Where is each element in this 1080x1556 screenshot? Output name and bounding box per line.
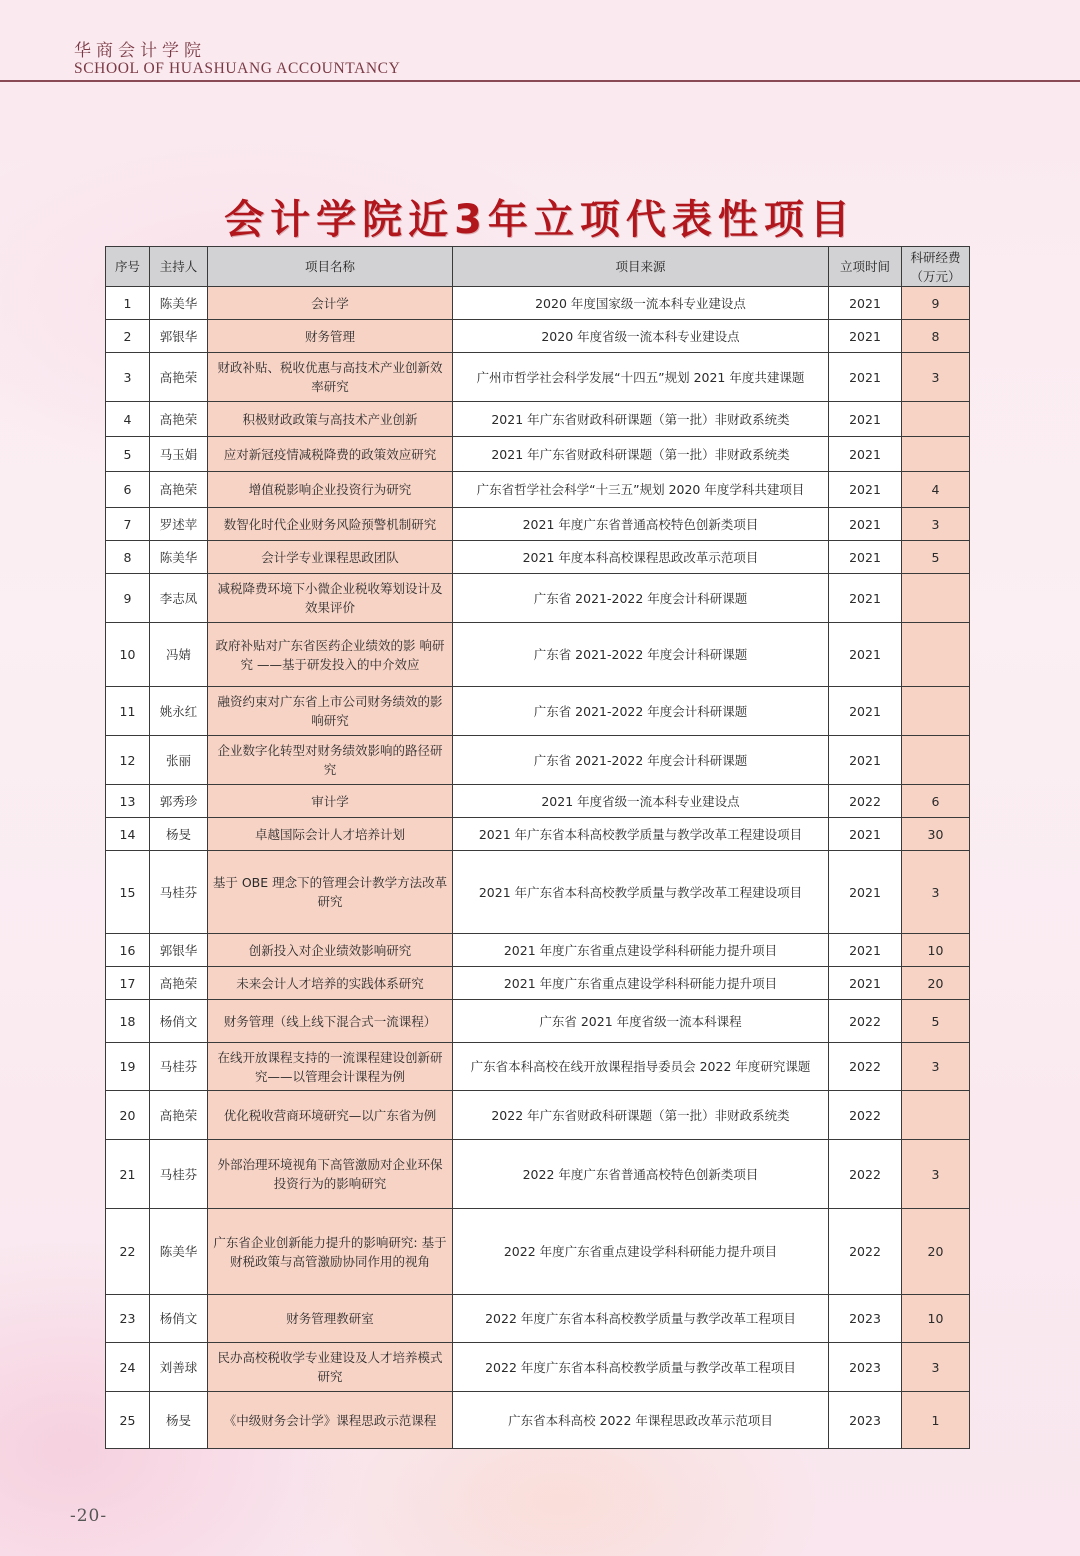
cell-project-source: 广东省本科高校在线开放课程指导委员会 2022 年度研究课题 bbox=[453, 1043, 829, 1091]
table-row bbox=[106, 1140, 970, 1209]
cell-funding: 3 bbox=[902, 353, 970, 402]
cell-funding: 10 bbox=[902, 1295, 970, 1343]
cell-year: 2021 bbox=[829, 736, 902, 785]
cell-project-source: 2020 年度省级一流本科专业建设点 bbox=[453, 320, 829, 353]
cell-funding: 4 bbox=[902, 472, 970, 508]
funding-header-line1: 科研经费 bbox=[910, 249, 961, 265]
cell-year: 2021 bbox=[829, 687, 902, 736]
cell-index: 6 bbox=[106, 472, 150, 508]
cell-project-name: 财务管理 bbox=[208, 320, 453, 353]
cell-project-source: 2022 年度广东省重点建设学科科研能力提升项目 bbox=[453, 1209, 829, 1295]
cell-project-source: 2021 年度本科高校课程思政改革示范项目 bbox=[453, 541, 829, 574]
cell-project-source: 2022 年度广东省本科高校教学质量与教学改革工程项目 bbox=[453, 1295, 829, 1343]
table-row bbox=[106, 1209, 970, 1295]
cell-year: 2021 bbox=[829, 574, 902, 623]
table-row bbox=[106, 287, 970, 320]
cell-project-source: 广东省 2021-2022 年度会计科研课题 bbox=[453, 574, 829, 623]
cell-host: 姚永红 bbox=[150, 687, 208, 736]
cell-host: 马玉娟 bbox=[150, 437, 208, 472]
cell-index: 14 bbox=[106, 818, 150, 851]
table-row bbox=[106, 687, 970, 736]
cell-year: 2021 bbox=[829, 353, 902, 402]
cell-project-name: 广东省企业创新能力提升的影响研究: 基于财税政策与高管激励协同作用的视角 bbox=[208, 1209, 453, 1295]
cell-host: 李志凤 bbox=[150, 574, 208, 623]
cell-project-source: 广东省哲学社会科学“十三五”规划 2020 年度学科共建项目 bbox=[453, 472, 829, 508]
cell-funding bbox=[902, 402, 970, 437]
cell-index: 7 bbox=[106, 508, 150, 541]
cell-host: 冯婧 bbox=[150, 623, 208, 687]
cell-project-source: 广东省本科高校 2022 年课程思政改革示范项目 bbox=[453, 1392, 829, 1449]
cell-index: 3 bbox=[106, 353, 150, 402]
column-header-index: 序号 bbox=[106, 247, 150, 287]
cell-index: 19 bbox=[106, 1043, 150, 1091]
cell-funding bbox=[902, 574, 970, 623]
cell-index: 15 bbox=[106, 851, 150, 934]
cell-project-name: 增值税影响企业投资行为研究 bbox=[208, 472, 453, 508]
cell-project-source: 2021 年度广东省普通高校特色创新类项目 bbox=[453, 508, 829, 541]
cell-funding: 9 bbox=[902, 287, 970, 320]
cell-funding: 3 bbox=[902, 1140, 970, 1209]
table-row bbox=[106, 353, 970, 402]
cell-project-name: 民办高校税收学专业建设及人才培养模式研究 bbox=[208, 1343, 453, 1392]
cell-project-source: 广东省 2021-2022 年度会计科研课题 bbox=[453, 687, 829, 736]
cell-host: 马桂芬 bbox=[150, 1043, 208, 1091]
cell-project-source: 2021 年广东省财政科研课题（第一批）非财政系统类 bbox=[453, 402, 829, 437]
cell-funding bbox=[902, 736, 970, 785]
cell-project-name: 政府补贴对广东省医药企业绩效的影 响研究 ——基于研发投入的中介效应 bbox=[208, 623, 453, 687]
cell-index: 24 bbox=[106, 1343, 150, 1392]
cell-funding bbox=[902, 437, 970, 472]
table-body bbox=[106, 287, 970, 1449]
cell-host: 杨俏文 bbox=[150, 1000, 208, 1043]
table-row bbox=[106, 1000, 970, 1043]
column-header-project-source: 项目来源 bbox=[453, 247, 829, 287]
cell-project-name: 优化税收营商环境研究—以广东省为例 bbox=[208, 1091, 453, 1140]
cell-project-name: 基于 OBE 理念下的管理会计教学方法改革研究 bbox=[208, 851, 453, 934]
column-header-host: 主持人 bbox=[150, 247, 208, 287]
table-row bbox=[106, 541, 970, 574]
cell-host: 高艳荣 bbox=[150, 353, 208, 402]
cell-year: 2023 bbox=[829, 1343, 902, 1392]
cell-host: 高艳荣 bbox=[150, 967, 208, 1000]
cell-host: 杨俏文 bbox=[150, 1295, 208, 1343]
cell-project-source: 广东省 2021-2022 年度会计科研课题 bbox=[453, 623, 829, 687]
cell-project-source: 广州市哲学社会科学发展“十四五”规划 2021 年度共建课题 bbox=[453, 353, 829, 402]
cell-year: 2022 bbox=[829, 1000, 902, 1043]
cell-index: 8 bbox=[106, 541, 150, 574]
cell-project-name: 积极财政政策与高技术产业创新 bbox=[208, 402, 453, 437]
cell-year: 2021 bbox=[829, 508, 902, 541]
cell-year: 2021 bbox=[829, 472, 902, 508]
table-row bbox=[106, 1091, 970, 1140]
cell-project-name: 卓越国际会计人才培养计划 bbox=[208, 818, 453, 851]
cell-project-source: 广东省 2021-2022 年度会计科研课题 bbox=[453, 736, 829, 785]
cell-host: 高艳荣 bbox=[150, 402, 208, 437]
cell-funding bbox=[902, 1091, 970, 1140]
page-title: 会计学院近3年立项代表性项目 bbox=[224, 197, 856, 243]
cell-funding: 30 bbox=[902, 818, 970, 851]
cell-funding: 20 bbox=[902, 967, 970, 1000]
table-row bbox=[106, 623, 970, 687]
cell-host: 杨旻 bbox=[150, 1392, 208, 1449]
cell-host: 罗述苹 bbox=[150, 508, 208, 541]
cell-project-name: 减税降费环境下小微企业税收筹划设计及效果评价 bbox=[208, 574, 453, 623]
cell-year: 2021 bbox=[829, 934, 902, 967]
cell-year: 2023 bbox=[829, 1392, 902, 1449]
cell-funding: 3 bbox=[902, 1043, 970, 1091]
cell-project-name: 会计学专业课程思政团队 bbox=[208, 541, 453, 574]
cell-index: 16 bbox=[106, 934, 150, 967]
cell-index: 25 bbox=[106, 1392, 150, 1449]
school-name-cn: 华商会计学院 bbox=[74, 41, 206, 61]
cell-year: 2021 bbox=[829, 623, 902, 687]
cell-project-name: 会计学 bbox=[208, 287, 453, 320]
cell-funding: 3 bbox=[902, 508, 970, 541]
cell-funding bbox=[902, 623, 970, 687]
cell-project-name: 财务管理（线上线下混合式一流课程） bbox=[208, 1000, 453, 1043]
table-header-row bbox=[106, 247, 970, 287]
cell-host: 马桂芬 bbox=[150, 851, 208, 934]
cell-index: 5 bbox=[106, 437, 150, 472]
cell-host: 刘善球 bbox=[150, 1343, 208, 1392]
cell-index: 2 bbox=[106, 320, 150, 353]
cell-project-name: 企业数字化转型对财务绩效影响的路径研究 bbox=[208, 736, 453, 785]
table-row bbox=[106, 437, 970, 472]
cell-year: 2021 bbox=[829, 320, 902, 353]
cell-year: 2021 bbox=[829, 967, 902, 1000]
cell-index: 21 bbox=[106, 1140, 150, 1209]
cell-host: 郭秀珍 bbox=[150, 785, 208, 818]
table-row bbox=[106, 574, 970, 623]
cell-index: 9 bbox=[106, 574, 150, 623]
cell-host: 杨旻 bbox=[150, 818, 208, 851]
cell-project-name: 融资约束对广东省上市公司财务绩效的影响研究 bbox=[208, 687, 453, 736]
cell-project-name: 数智化时代企业财务风险预警机制研究 bbox=[208, 508, 453, 541]
cell-funding: 1 bbox=[902, 1392, 970, 1449]
cell-funding: 8 bbox=[902, 320, 970, 353]
cell-year: 2022 bbox=[829, 1209, 902, 1295]
cell-host: 陈美华 bbox=[150, 1209, 208, 1295]
cell-index: 23 bbox=[106, 1295, 150, 1343]
cell-year: 2022 bbox=[829, 1043, 902, 1091]
cell-host: 高艳荣 bbox=[150, 472, 208, 508]
table-row bbox=[106, 736, 970, 785]
cell-project-source: 2021 年度广东省重点建设学科科研能力提升项目 bbox=[453, 967, 829, 1000]
cell-funding bbox=[902, 687, 970, 736]
table-row bbox=[106, 851, 970, 934]
table-row bbox=[106, 508, 970, 541]
cell-host: 陈美华 bbox=[150, 541, 208, 574]
cell-project-source: 2022 年度广东省普通高校特色创新类项目 bbox=[453, 1140, 829, 1209]
cell-funding: 20 bbox=[902, 1209, 970, 1295]
cell-index: 1 bbox=[106, 287, 150, 320]
table-row bbox=[106, 934, 970, 967]
cell-year: 2021 bbox=[829, 402, 902, 437]
header-divider bbox=[0, 80, 1080, 82]
cell-year: 2021 bbox=[829, 437, 902, 472]
cell-project-source: 广东省 2021 年度省级一流本科课程 bbox=[453, 1000, 829, 1043]
school-name-en: SCHOOL OF HUASHUANG ACCOUNTANCY bbox=[74, 60, 401, 77]
cell-host: 郭银华 bbox=[150, 934, 208, 967]
cell-project-source: 2022 年度广东省本科高校教学质量与教学改革工程项目 bbox=[453, 1343, 829, 1392]
cell-project-name: 财政补贴、税收优惠与高技术产业创新效率研究 bbox=[208, 353, 453, 402]
cell-funding: 5 bbox=[902, 1000, 970, 1043]
cell-year: 2021 bbox=[829, 541, 902, 574]
cell-funding: 3 bbox=[902, 851, 970, 934]
cell-index: 11 bbox=[106, 687, 150, 736]
cell-index: 10 bbox=[106, 623, 150, 687]
cell-project-name: 审计学 bbox=[208, 785, 453, 818]
cell-project-source: 2022 年广东省财政科研课题（第一批）非财政系统类 bbox=[453, 1091, 829, 1140]
cell-index: 17 bbox=[106, 967, 150, 1000]
cell-project-name: 未来会计人才培养的实践体系研究 bbox=[208, 967, 453, 1000]
cell-index: 12 bbox=[106, 736, 150, 785]
table-row bbox=[106, 472, 970, 508]
cell-project-source: 2021 年广东省本科高校教学质量与教学改革工程建设项目 bbox=[453, 851, 829, 934]
column-header-year: 立项时间 bbox=[829, 247, 902, 287]
table-row bbox=[106, 1392, 970, 1449]
projects-table bbox=[105, 246, 970, 1449]
table-row bbox=[106, 1343, 970, 1392]
cell-funding: 10 bbox=[902, 934, 970, 967]
cell-year: 2023 bbox=[829, 1295, 902, 1343]
cell-funding: 6 bbox=[902, 785, 970, 818]
cell-index: 13 bbox=[106, 785, 150, 818]
cell-year: 2022 bbox=[829, 1140, 902, 1209]
cell-project-source: 2021 年度广东省重点建设学科科研能力提升项目 bbox=[453, 934, 829, 967]
table-row bbox=[106, 967, 970, 1000]
cell-project-name: 《中级财务会计学》课程思政示范课程 bbox=[208, 1392, 453, 1449]
cell-project-source: 2020 年度国家级一流本科专业建设点 bbox=[453, 287, 829, 320]
page-number: -20- bbox=[70, 1506, 108, 1526]
cell-project-name: 在线开放课程支持的一流课程建设创新研究——以管理会计课程为例 bbox=[208, 1043, 453, 1091]
cell-host: 陈美华 bbox=[150, 287, 208, 320]
table-row bbox=[106, 320, 970, 353]
cell-project-name: 应对新冠疫情减税降费的政策效应研究 bbox=[208, 437, 453, 472]
table-row bbox=[106, 1043, 970, 1091]
cell-project-source: 2021 年广东省财政科研课题（第一批）非财政系统类 bbox=[453, 437, 829, 472]
cell-year: 2022 bbox=[829, 785, 902, 818]
cell-funding: 3 bbox=[902, 1343, 970, 1392]
table-row bbox=[106, 1295, 970, 1343]
cell-index: 18 bbox=[106, 1000, 150, 1043]
cell-year: 2022 bbox=[829, 1091, 902, 1140]
cell-year: 2021 bbox=[829, 818, 902, 851]
cell-host: 高艳荣 bbox=[150, 1091, 208, 1140]
cell-host: 郭银华 bbox=[150, 320, 208, 353]
cell-project-source: 2021 年度省级一流本科专业建设点 bbox=[453, 785, 829, 818]
cell-project-name: 创新投入对企业绩效影响研究 bbox=[208, 934, 453, 967]
cell-index: 20 bbox=[106, 1091, 150, 1140]
cell-year: 2021 bbox=[829, 287, 902, 320]
cell-index: 22 bbox=[106, 1209, 150, 1295]
cell-host: 张丽 bbox=[150, 736, 208, 785]
column-header-project-name: 项目名称 bbox=[208, 247, 453, 287]
cell-project-name: 财务管理教研室 bbox=[208, 1295, 453, 1343]
table-row bbox=[106, 785, 970, 818]
cell-project-source: 2021 年广东省本科高校教学质量与教学改革工程建设项目 bbox=[453, 818, 829, 851]
table-row bbox=[106, 818, 970, 851]
cell-year: 2021 bbox=[829, 851, 902, 934]
table-row bbox=[106, 402, 970, 437]
cell-project-name: 外部治理环境视角下高管激励对企业环保投资行为的影响研究 bbox=[208, 1140, 453, 1209]
cell-funding: 5 bbox=[902, 541, 970, 574]
cell-host: 马桂芬 bbox=[150, 1140, 208, 1209]
column-header-funding bbox=[902, 247, 970, 287]
cell-index: 4 bbox=[106, 402, 150, 437]
funding-header-line2: （万元） bbox=[910, 268, 961, 284]
